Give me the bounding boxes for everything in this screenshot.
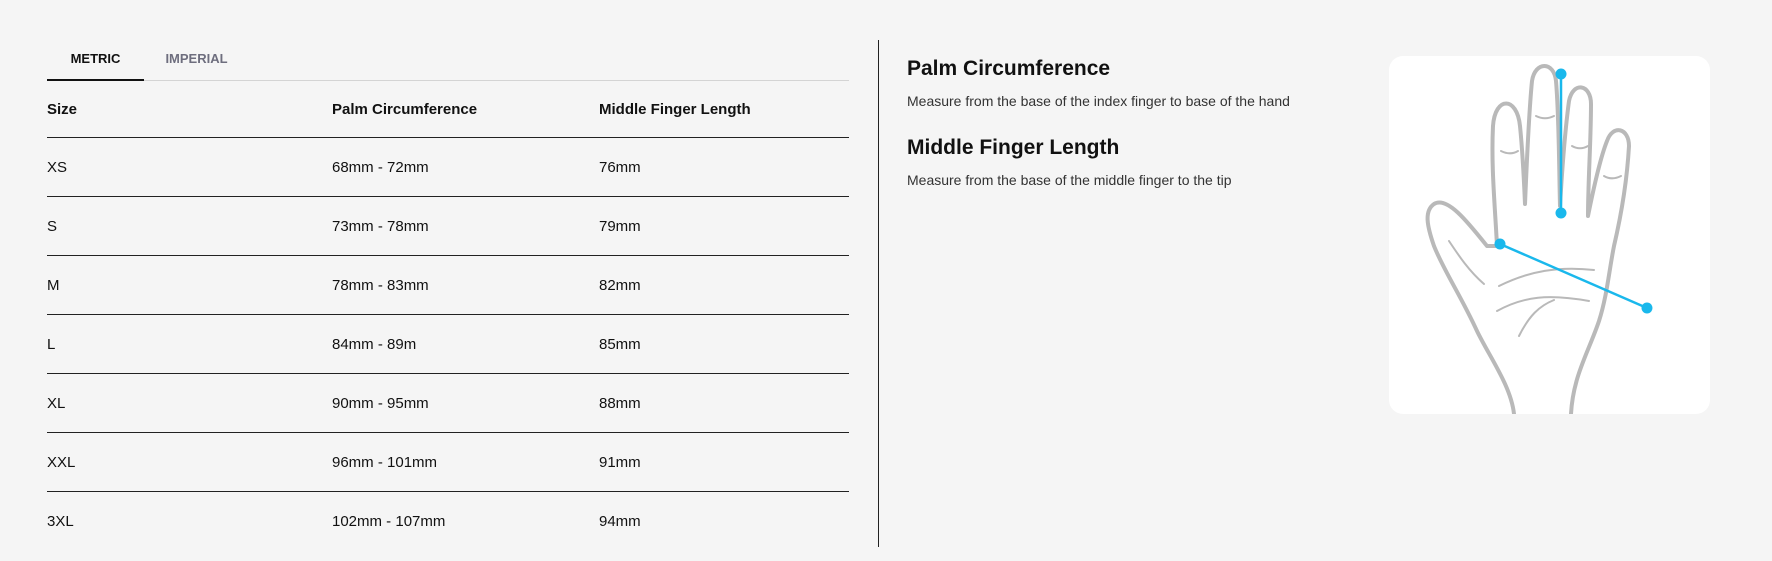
cell-finger: 91mm xyxy=(599,433,849,492)
table-row xyxy=(47,374,849,433)
cell-size: 3XL xyxy=(47,512,74,530)
tab-imperial[interactable]: IMPERIAL xyxy=(165,51,228,66)
cell-size: XL xyxy=(47,374,332,433)
cell-size: S xyxy=(47,197,332,256)
table-row xyxy=(47,256,849,315)
size-chart-table xyxy=(47,81,849,550)
cell-size: L xyxy=(47,315,332,374)
hand-measurement-icon xyxy=(1389,56,1710,414)
header-size: Size xyxy=(47,81,332,138)
header-palm-circumference: Palm Circumference xyxy=(332,81,599,138)
cell-finger: 79mm xyxy=(599,197,849,256)
cell-palm: 90mm - 95mm xyxy=(332,374,599,433)
cell-palm: 68mm - 72mm xyxy=(332,138,599,197)
cell-palm: 73mm - 78mm xyxy=(332,197,599,256)
table-row xyxy=(47,138,849,197)
cell-palm: 102mm - 107mm xyxy=(332,512,446,530)
cell-size: M xyxy=(47,256,332,315)
tab-metric[interactable]: METRIC xyxy=(47,40,144,81)
cell-palm: 78mm - 83mm xyxy=(332,256,599,315)
table-row xyxy=(47,315,849,374)
header-middle-finger-length: Middle Finger Length xyxy=(599,81,849,138)
cell-finger: 85mm xyxy=(599,315,849,374)
vertical-divider xyxy=(878,40,879,547)
hand-measurement-illustration xyxy=(1389,56,1710,414)
table-header-row xyxy=(47,81,849,138)
cell-finger: 82mm xyxy=(599,256,849,315)
middle-finger-length-description: Measure from the base of the middle finger to the tip xyxy=(907,172,1232,188)
cell-size: XS xyxy=(47,138,332,197)
table-row xyxy=(47,197,849,256)
unit-tabs xyxy=(47,40,849,81)
cell-finger: 76mm xyxy=(599,138,849,197)
palm-circumference-title: Palm Circumference xyxy=(907,57,1111,80)
cell-size: XXL xyxy=(47,433,332,492)
cell-finger: 88mm xyxy=(599,374,849,433)
middle-finger-length-title: Middle Finger Length xyxy=(907,136,1120,159)
cell-palm: 84mm - 89m xyxy=(332,315,599,374)
table-row xyxy=(47,492,849,551)
palm-circumference-description: Measure from the base of the index finger to base of the hand xyxy=(907,93,1290,109)
cell-palm: 96mm - 101mm xyxy=(332,433,599,492)
middle-finger-length-info xyxy=(907,136,1232,188)
palm-circumference-info xyxy=(907,57,1290,109)
cell-finger: 94mm xyxy=(599,512,641,530)
table-row xyxy=(47,433,849,492)
